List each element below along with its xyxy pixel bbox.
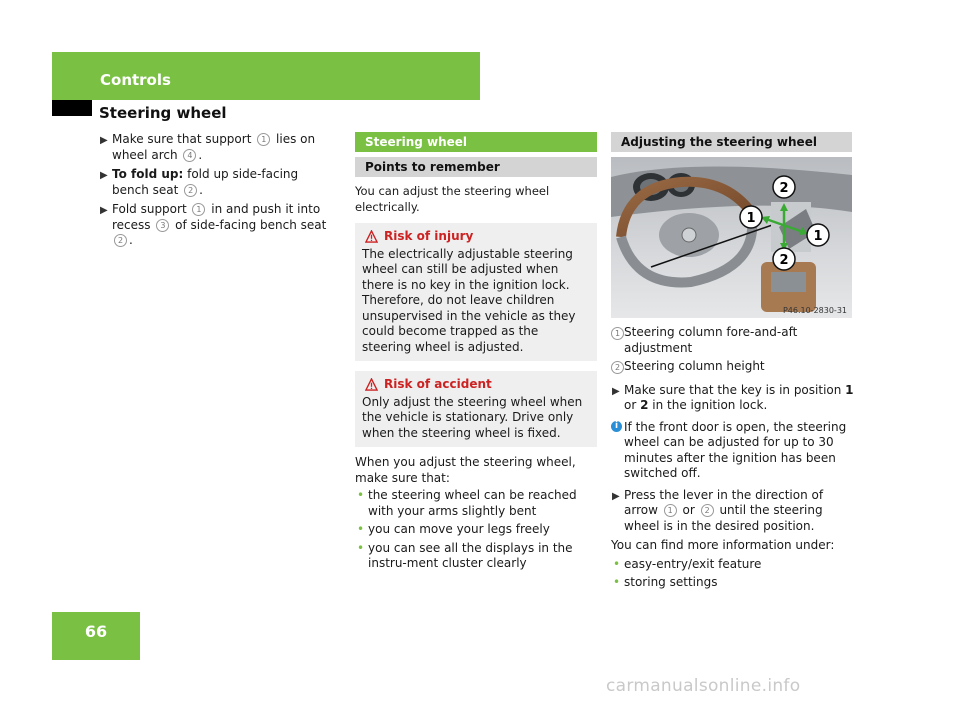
photo-callout: 1 bbox=[746, 211, 756, 226]
right-heading: Adjusting the steering wheel bbox=[611, 132, 852, 152]
legend-item: 1 Steering column fore-and-aft adjustment bbox=[611, 325, 855, 356]
list-item: • you can move your legs freely bbox=[357, 522, 550, 536]
number-callout: 1 bbox=[257, 133, 270, 146]
more-info-text: You can find more information under: bbox=[611, 538, 835, 552]
step-item: ▶ To fold up: fold up side-facing bench seat 2 . bbox=[100, 167, 299, 197]
adjust-intro: When you adjust the steering wheel, make sure that: bbox=[355, 455, 576, 485]
watermark: carmanualsonline.info bbox=[606, 676, 801, 696]
step-arrow-icon: ▶ bbox=[612, 385, 620, 397]
subheading: Points to remember bbox=[355, 157, 597, 177]
warning-text: The electrically adjustable steering wheel can still be adjusted when there is no key in the ignition lock. Therefore, do not leave children unsupervised in the vehicle as they could become trapped as the steering wheel is adjusted. bbox=[362, 246, 576, 354]
info-note: i If the front door is open, the steering wheel can be adjusted for up to 30 minutes after the ignition has been switched off. bbox=[611, 420, 855, 482]
number-callout: 2 bbox=[184, 184, 197, 197]
section-label: Controls bbox=[100, 71, 171, 89]
warning-text: Only adjust the steering wheel when the vehicle is stationary. Drive only when the steering wheel is fixed. bbox=[362, 394, 583, 440]
number-callout: 3 bbox=[156, 219, 169, 232]
header-tab-marker bbox=[52, 100, 92, 116]
number-callout: 1 bbox=[664, 504, 677, 517]
step-item: ▶ Fold support 1 in and push it into recess 3 of side-facing bench seat 2 . bbox=[100, 202, 327, 247]
photo-callout: 2 bbox=[779, 253, 789, 268]
list-item: • storing settings bbox=[613, 575, 718, 589]
warning-title: Risk of injury bbox=[384, 229, 474, 243]
info-icon: i bbox=[611, 421, 622, 432]
warning-triangle-icon bbox=[365, 378, 378, 391]
list-item: • the steering wheel can be reached with your arms slightly bent bbox=[357, 488, 577, 518]
right-column bbox=[611, 325, 855, 594]
step-arrow-icon: ▶ bbox=[100, 205, 108, 216]
page-title: Steering wheel bbox=[99, 104, 227, 122]
warning-title: Risk of accident bbox=[384, 377, 492, 391]
middle-column bbox=[355, 132, 597, 575]
number-callout: 2 bbox=[701, 504, 714, 517]
legend-item: 2 Steering column height bbox=[611, 359, 855, 375]
list-item: • easy-entry/exit feature bbox=[613, 556, 762, 571]
warning-triangle-icon bbox=[365, 230, 378, 243]
step-arrow-icon: ▶ bbox=[612, 490, 620, 502]
photo-callout: 1 bbox=[813, 229, 823, 244]
list-item: • you can see all the displays in the instru-ment cluster clearly bbox=[357, 540, 573, 570]
photo-code: P46.10-2830-31 bbox=[782, 306, 847, 315]
intro-text: You can adjust the steering wheel electrically. bbox=[355, 184, 550, 214]
step-item: ▶ Make sure that support 1 lies on wheel arch 4 . bbox=[100, 132, 316, 162]
photo-callout: 2 bbox=[779, 181, 789, 196]
warning-box bbox=[355, 223, 597, 361]
step-item: ▶ Press the lever in the direction of arrow 1 or 2 until the steering wheel is in the desired position. bbox=[612, 487, 824, 533]
steering-wheel-photo bbox=[611, 157, 852, 318]
section-heading: Steering wheel bbox=[355, 132, 597, 152]
right-column-heading-wrap bbox=[611, 132, 852, 152]
left-column bbox=[99, 132, 337, 253]
number-callout: 2 bbox=[114, 234, 127, 247]
step-arrow-icon: ▶ bbox=[100, 170, 108, 181]
page-number: 66 bbox=[84, 622, 108, 641]
step-arrow-icon: ▶ bbox=[100, 135, 108, 146]
step-item: ▶ Make sure that the key is in position 1 or 2 in the ignition lock. bbox=[612, 382, 854, 412]
number-callout: 1 bbox=[192, 203, 205, 216]
number-callout: 4 bbox=[183, 149, 196, 162]
warning-box bbox=[355, 371, 597, 447]
